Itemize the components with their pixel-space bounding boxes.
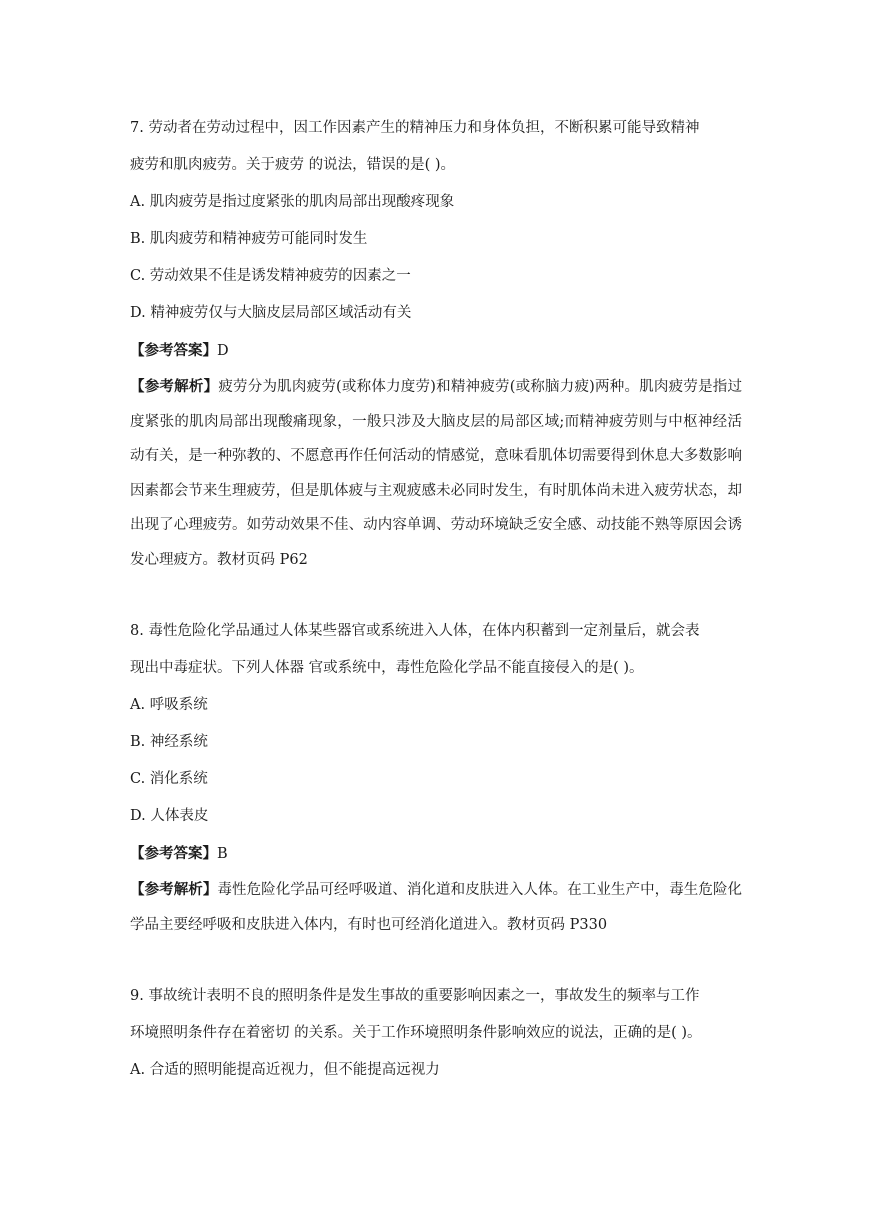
- reference-answer: [130, 332, 742, 370]
- question-stem-line: 8. 毒性危险化学品通过人体某些器官或系统进入人体，在体内积蓄到一定剂量后，就会表: [130, 623, 700, 639]
- question-7: [130, 110, 742, 577]
- option-c: C. 劳动效果不佳是诱发精神疲劳的因素之一: [130, 268, 411, 284]
- analysis-label: 【参考解析】: [130, 881, 218, 898]
- answer-label: 【参考答案】: [130, 342, 217, 359]
- option-d: D. 精神疲劳仅与大脑皮层局部区域活动有关: [130, 305, 412, 321]
- question-stem-line: 环境照明条件存在着密切 的关系。关于工作环境照明条件影响效应的说法，正确的是( )。: [130, 1025, 702, 1041]
- option-c: C. 消化系统: [130, 771, 208, 787]
- analysis-text: 疲劳分为肌肉疲劳(或称体力度劳)和精神疲劳(或称脑力疲)两种。肌肉疲劳是指过度紧张的肌肉局部出现酸痛现象，一般只涉及大脑皮层的局部区域;而精神疲劳则与中枢神经活动有关，是一种弥教的、不愿意再作任何活动的情感觉，意味看肌体切需要得到休息大多数影响因素都会节来生理疲劳，但是肌体疲与主观疲感未必同时发生，有时肌体尚未进入疲劳状态，却出现了心理疲劳。如劳动效果不佳、动内容单调、劳动环境缺乏安全感、动技能不熟等原因会诱发心理疲方。教材页码 P62: [130, 379, 743, 568]
- option-b: B. 神经系统: [130, 734, 208, 750]
- reference-answer: [130, 835, 742, 873]
- answer-value: D: [217, 343, 229, 359]
- option-a: A. 肌肉疲劳是指过度紧张的肌肉局部出现酸疼现象: [130, 194, 455, 210]
- option-a: A. 合适的照明能提高近视力，但不能提高远视力: [130, 1062, 440, 1078]
- question-stem-line: 9. 事故统计表明不良的照明条件是发生事故的重要影响因素之一，事故发生的频率与工作: [130, 988, 700, 1004]
- question-stem-line: 现出中毒症状。下列人体器 官或系统中，毒性危险化学品不能直接侵入的是( )。: [130, 660, 644, 676]
- question-8: [130, 613, 742, 942]
- analysis-text: 毒性危险化学品可经呼吸道、消化道和皮肤进入人体。在工业生产中，毒生危险化学品主要经呼吸和皮肤进入体内，有时也可经消化道进入。教材页码 P330: [130, 882, 743, 933]
- reference-analysis: [130, 873, 742, 942]
- spacer: [130, 942, 742, 978]
- question-9: [130, 978, 742, 1089]
- reference-analysis: [130, 370, 742, 577]
- answer-value: B: [217, 846, 228, 862]
- spacer: [130, 577, 742, 613]
- question-stem-line: 7. 劳动者在劳动过程中，因工作因素产生的精神压力和身体负担，不断积累可能导致精神: [130, 120, 700, 136]
- analysis-label: 【参考解析】: [130, 378, 219, 395]
- question-stem-line: 疲劳和肌肉疲劳。关于疲劳 的说法，错误的是( )。: [130, 157, 456, 173]
- option-d: D. 人体表皮: [130, 808, 209, 824]
- option-b: B. 肌肉疲劳和精神疲劳可能同时发生: [130, 231, 368, 247]
- answer-label: 【参考答案】: [130, 845, 217, 862]
- document-page: [130, 110, 742, 1089]
- option-a: A. 呼吸系统: [130, 697, 208, 713]
